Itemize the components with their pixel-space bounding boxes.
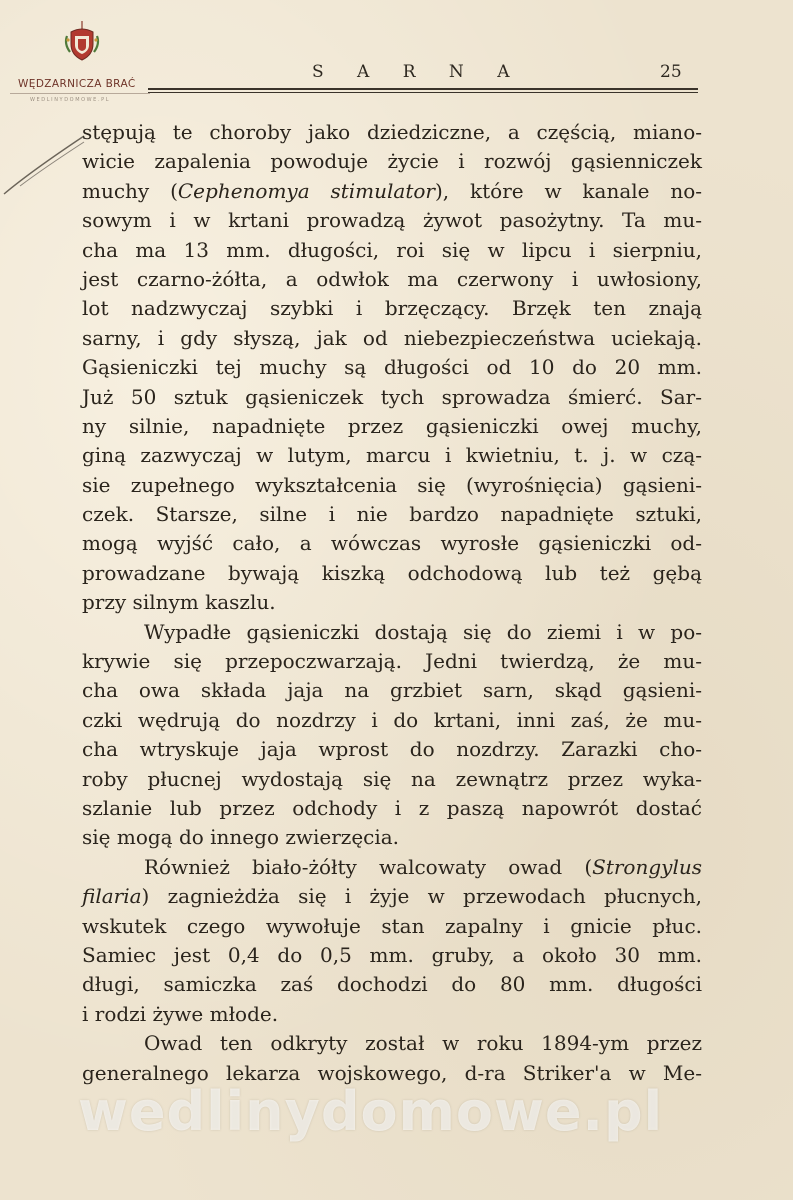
text-segment: sowym i w krtani prowadzą żywot pasożytny. Ta mu- — [82, 208, 702, 233]
text-segment: sie zupełnego wykształcenia się (wyrośnięcia) gąsieni- — [82, 472, 702, 497]
paragraph — [82, 853, 702, 1029]
text-line — [82, 118, 702, 147]
running-title: S A R N A — [312, 62, 524, 82]
text-line — [82, 618, 702, 647]
page-number: 25 — [660, 62, 682, 82]
text-line — [82, 559, 702, 588]
text-line — [82, 265, 702, 294]
body-text — [82, 118, 702, 1088]
text-segment: ny silnie, napadnięte przez gąsieniczki owej muchy, — [82, 413, 702, 438]
text-segment: jest czarno-żółta, a odwłok ma czerwony i uwłosiony, — [82, 266, 702, 291]
text-segment: czki wędrują do nozdrzy i do krtani, inni zaś, że mu- — [82, 707, 702, 732]
text-line — [82, 500, 702, 529]
text-line — [82, 294, 702, 323]
text-segment: Gąsieniczki tej muchy są długości od 10 do 20 mm. — [82, 355, 702, 380]
text-segment: muchy ( — [82, 178, 178, 203]
text-line — [82, 912, 702, 941]
text-segment: cha wtryskuje jaja wprost do nozdrzy. Zarazki cho- — [82, 737, 702, 762]
text-segment: prowadzane bywają kiszką odchodową lub też gębą — [82, 560, 702, 585]
text-segment: cha ma 13 mm. długości, roi się w lipcu i sierpniu, — [82, 237, 702, 262]
text-segment: czek. Starsze, silne i nie bardzo napadnięte sztuki, — [82, 502, 702, 527]
text-line — [82, 941, 702, 970]
text-segment: roby płucnej wydostają się na zewnątrz przez wyka- — [82, 766, 702, 791]
text-line — [82, 177, 702, 206]
site-logo[interactable] — [10, 12, 150, 103]
text-line — [82, 706, 702, 735]
text-line — [82, 735, 702, 764]
text-segment: wskutek czego wywołuje stan zapalny i gnicie płuc. — [82, 913, 702, 938]
text-segment: ), które w kanale no- — [435, 178, 702, 203]
watermark: wedlinydomowe.pl — [78, 1080, 664, 1143]
text-segment: Już 50 sztuk gąsieniczek tych sprowadza śmierć. Sar- — [82, 384, 702, 409]
text-segment: stępują te choroby jako dziedziczne, a częścią, miano- — [82, 120, 702, 144]
text-segment: przy silnym kaszlu. — [82, 590, 276, 615]
text-segment: Owad ten odkryty został w roku 1894-ym przez — [144, 1031, 702, 1056]
text-line — [82, 853, 702, 882]
text-line — [82, 412, 702, 441]
text-segment: Samiec jest 0,4 do 0,5 mm. gruby, a około 30 mm. — [82, 942, 702, 967]
pencil-mark-icon — [0, 128, 90, 208]
italic-term: Strongylus — [592, 854, 702, 879]
text-line — [82, 647, 702, 676]
text-segment: lot nadzwyczaj szybki i brzęczący. Brzęk ten znają — [82, 296, 702, 321]
logo-subtext: WEDLINYDOMOWE.PL — [30, 97, 111, 103]
text-line — [82, 147, 702, 176]
text-segment: ) zagnieżdża się i żyje w przewodach płucnych, — [141, 884, 702, 909]
text-line — [82, 970, 702, 999]
header-rule — [148, 88, 698, 90]
logo-name: WĘDZARNICZA BRAĆ — [18, 78, 136, 90]
text-segment: giną zazwyczaj w lutym, marcu i kwietniu, t. j. w czą- — [82, 443, 702, 468]
text-segment: i rodzi żywe młode. — [82, 1001, 279, 1026]
paragraph — [82, 118, 702, 618]
crest-icon — [62, 20, 102, 64]
paragraph — [82, 618, 702, 853]
text-line — [82, 588, 702, 617]
text-segment: mogą wyjść cało, a wówczas wyrosłe gąsieniczki od- — [82, 531, 702, 556]
text-segment: wicie zapalenia powoduje życie i rozwój gąsienniczek — [82, 149, 702, 174]
text-segment: szlanie lub przez odchody i z paszą napowrót dostać — [82, 795, 702, 820]
text-line — [82, 353, 702, 382]
text-line — [82, 529, 702, 558]
text-segment: długi, samiczka zaś dochodzi do 80 mm. długości — [82, 972, 702, 997]
text-line — [82, 441, 702, 470]
text-line — [82, 794, 702, 823]
text-line — [82, 471, 702, 500]
text-segment: cha owa składa jaja na grzbiet sarn, skąd gąsieni- — [82, 678, 702, 703]
italic-term: Cephenomya stimulator — [177, 178, 435, 203]
text-line — [82, 1000, 702, 1029]
text-segment: się mogą do innego zwierzęcia. — [82, 825, 400, 850]
text-line — [82, 882, 702, 911]
text-line — [82, 1029, 702, 1058]
header-rule — [148, 92, 698, 93]
text-line — [82, 676, 702, 705]
text-segment: sarny, i gdy słyszą, jak od niebezpieczeństwa uciekają. — [82, 325, 702, 350]
text-line — [82, 324, 702, 353]
text-segment: Wypadłe gąsieniczki dostają się do ziemi i w po- — [144, 619, 702, 644]
text-segment: krywie się przepoczwarzają. Jedni twierdzą, że mu- — [82, 649, 702, 674]
text-line — [82, 823, 702, 852]
text-line — [82, 383, 702, 412]
text-line — [82, 206, 702, 235]
text-line — [82, 236, 702, 265]
text-segment: Również biało-żółty walcowaty owad ( — [144, 854, 593, 879]
text-segment: generalnego lekarza wojskowego, d-ra Striker'a w Me- — [82, 1060, 702, 1085]
logo-divider — [10, 93, 150, 94]
text-line — [82, 765, 702, 794]
italic-term: filaria — [82, 884, 142, 909]
